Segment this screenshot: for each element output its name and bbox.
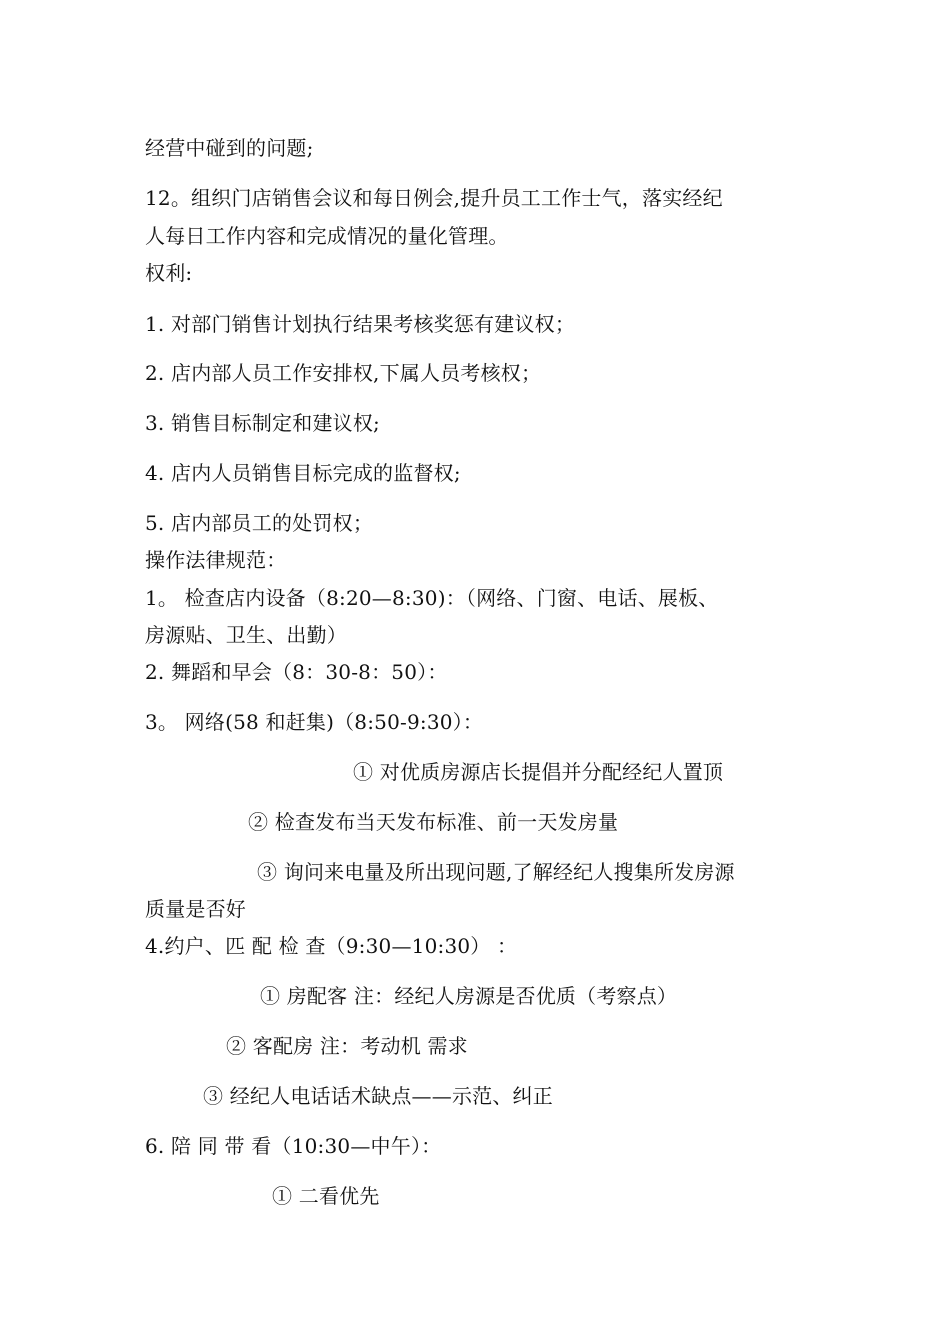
text-line-16: ② 检查发布当天发布标准、前一天发房量 [248,810,619,834]
text-line-20: ① 房配客 注：经纪人房源是否优质（考察点） [260,984,678,1008]
text-line-6: 2. 店内部人员工作安排权,下属人员考核权； [145,361,542,385]
text-line-2: 12。组织门店销售会议和每日例会,提升员工工作士气，落实经纪 [145,186,723,210]
text-line-24: ① 二看优先 [272,1184,380,1208]
text-line-19: 4.约户、匹 配 检 查（9:30—10:30） ： [145,934,518,958]
text-line-5: 1. 对部门销售计划执行结果考核奖惩有建议权； [145,312,576,336]
text-line-12: 房源贴、卫生、出勤） [145,623,347,647]
text-line-7: 3. 销售目标制定和建议权; [145,411,380,435]
text-line-21: ② 客配房 注：考动机 需求 [226,1034,468,1058]
text-line-8: 4. 店内人员销售目标完成的监督权; [145,461,461,485]
text-line-15: ① 对优质房源店长提倡并分配经纪人置顶 [353,760,724,784]
text-line-13: 2. 舞蹈和早会（8：30-8：50）： [145,660,448,684]
text-line-22: ③ 经纪人电话话术缺点——示范、纠正 [203,1084,553,1108]
text-line-14: 3。 网络(58 和赶集)（8:50-9:30）： [145,710,484,734]
text-line-17: ③ 询问来电量及所出现问题,了解经纪人搜集所发房源 [257,860,735,884]
text-line-9: 5. 店内部员工的处罚权； [145,511,374,535]
text-line-10: 操作法律规范： [145,548,287,572]
text-line-11: 1。 检查店内设备（8:20—8:30)：（网络、门窗、电话、展板、 [145,586,719,610]
text-line-18: 质量是否好 [145,897,246,921]
text-line-4: 权利: [145,261,193,285]
text-line-3: 人每日工作内容和完成情况的量化管理。 [145,224,509,248]
text-line-1: 经营中碰到的问题; [145,136,314,160]
text-line-23: 6. 陪 同 带 看（10:30—中午）： [145,1134,442,1158]
